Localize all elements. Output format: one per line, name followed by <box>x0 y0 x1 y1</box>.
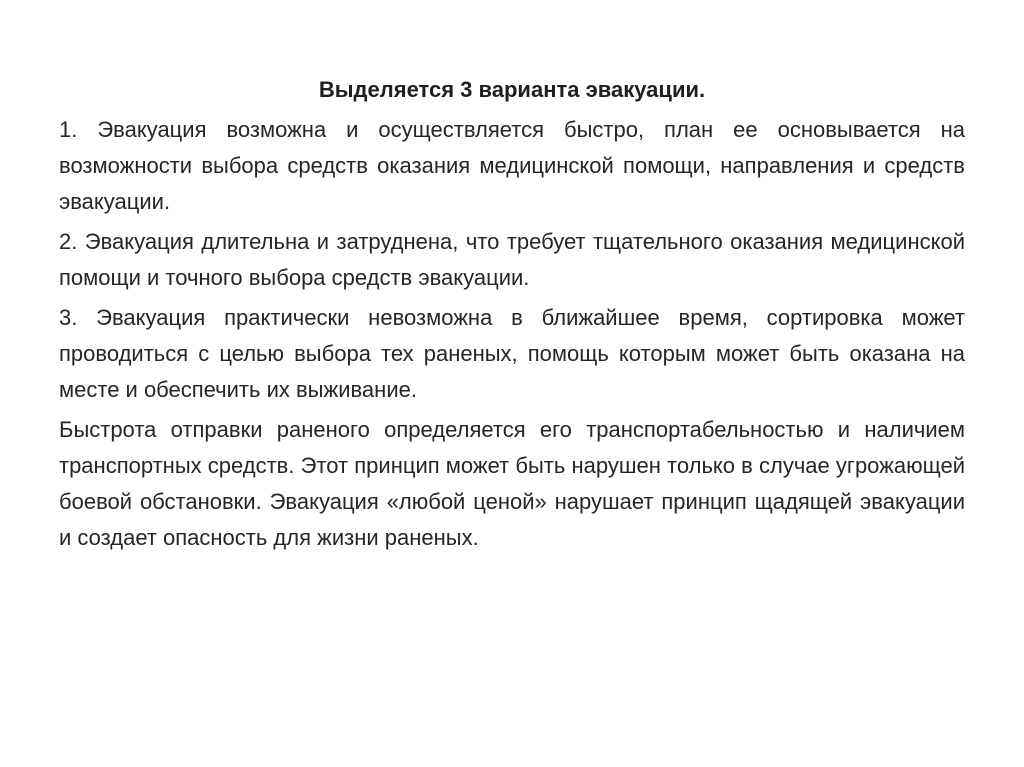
paragraph-variant-3: 3. Эвакуация практически невозможна в ближайшее время, сортировка может проводиться с целью выбора тех раненых, помощь которым может быть оказана на месте и обеспечить их выживание. <box>59 305 965 402</box>
slide-title: Выделяется 3 варианта эвакуации. <box>318 77 706 102</box>
slide-content <box>59 72 965 560</box>
paragraph-variant-2: 2. Эвакуация длительна и затруднена, что требует тщательного оказания медицинской помощи и точного выбора средств эвакуации. <box>59 229 965 290</box>
paragraph-evacuation-speed: Быстрота отправки раненого определяется его транспортабельностью и наличием транспортных средств. Этот принцип может быть нарушен только в случае угрожающей боевой обстановки. Эвакуация «любой ценой» нарушает принцип щадящей эвакуации и создает опасность для жизни раненых. <box>59 417 965 550</box>
paragraph-variant-1: 1. Эвакуация возможна и осуществляется быстро, план ее основывается на возможности выбора средств оказания медицинской помощи, направления и средств эвакуации. <box>59 117 965 214</box>
